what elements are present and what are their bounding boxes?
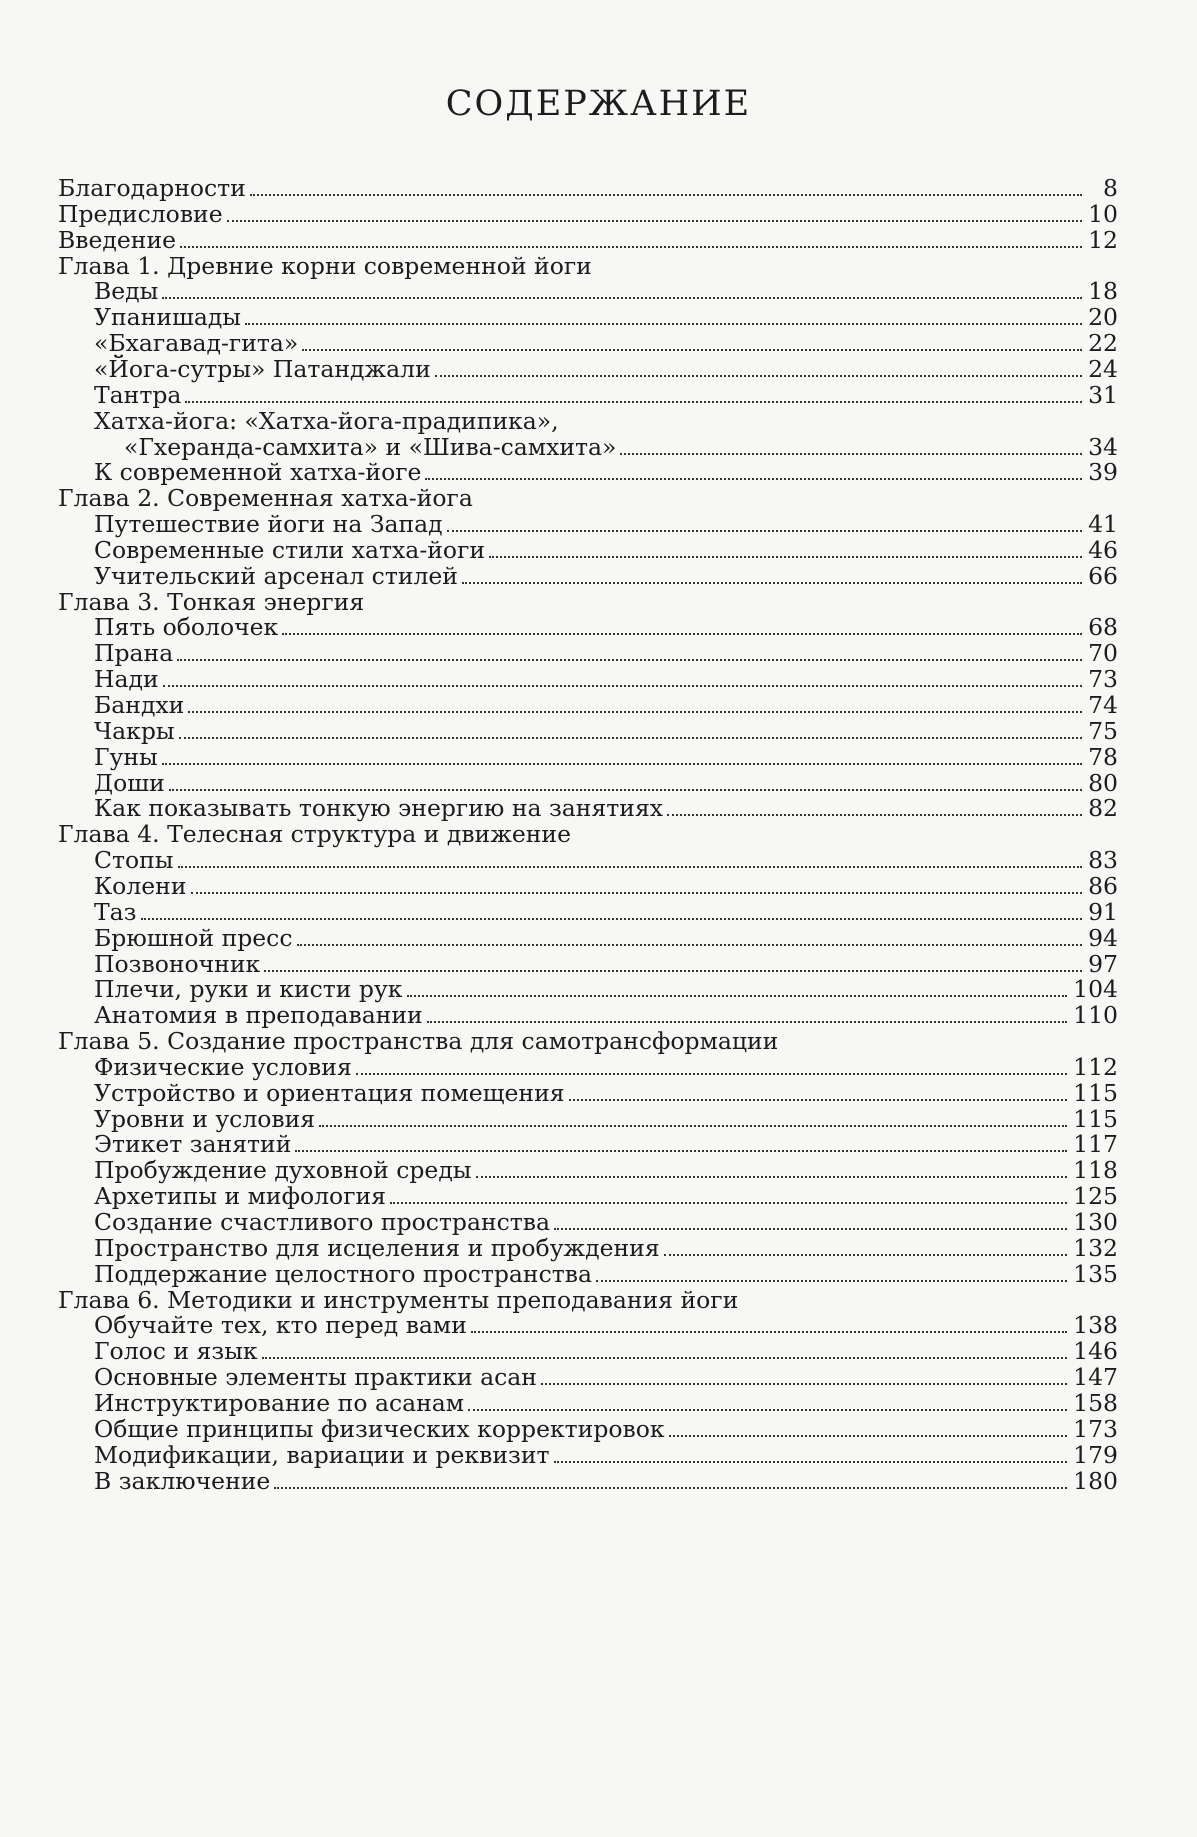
toc-entry-label: Брюшной пресс — [94, 923, 293, 952]
toc-entry-label: Глава 2. Современная хатха-йога — [58, 484, 473, 513]
toc-page-number: 147 — [1073, 1363, 1118, 1392]
toc-entry-label: Доши — [94, 768, 165, 797]
toc-page-number: 158 — [1073, 1388, 1118, 1417]
toc-page-number: 104 — [1073, 975, 1118, 1004]
toc-page-number: 91 — [1088, 897, 1118, 926]
dot-leader — [319, 1125, 1067, 1127]
toc-entry-label: Как показывать тонкую энергию на занятиях — [94, 794, 664, 823]
toc-entry-label: Пространство для исцеления и пробуждения — [94, 1233, 660, 1262]
dot-leader — [274, 1487, 1067, 1489]
toc-page-number: 18 — [1088, 277, 1118, 306]
toc-page-number: 94 — [1088, 923, 1118, 952]
dot-leader — [163, 685, 1082, 687]
toc-page-number: 20 — [1088, 303, 1118, 332]
toc-page-number: 180 — [1073, 1466, 1118, 1495]
toc-entry-label: Обучайте тех, кто перед вами — [94, 1311, 467, 1340]
dot-leader — [541, 1383, 1067, 1385]
toc-page-number: 8 — [1103, 174, 1118, 202]
toc-entry-label: Общие принципы физических корректировок — [94, 1414, 665, 1443]
dot-leader — [554, 1228, 1067, 1230]
dot-leader — [569, 1099, 1068, 1101]
toc-entry-label: Стопы — [94, 846, 174, 875]
dot-leader — [180, 246, 1082, 248]
toc-entry-label: Анатомия в преподавании — [94, 1001, 423, 1030]
toc-page-number: 34 — [1088, 432, 1118, 461]
toc-page-number: 97 — [1088, 949, 1118, 978]
toc-entry-label: Физические условия — [94, 1052, 352, 1081]
toc-entry-label: Предисловие — [58, 199, 223, 228]
toc-entry-label: Бандхи — [94, 691, 185, 719]
dot-leader — [169, 789, 1082, 791]
toc-entry-label: Пробуждение духовной среды — [94, 1156, 472, 1185]
toc-page-number: 39 — [1088, 458, 1118, 487]
dot-leader — [191, 892, 1083, 894]
toc-entry-label: Модификации, вариации и реквизит — [94, 1440, 550, 1469]
toc-entry-label: Глава 5. Создание пространства для самотрансформации — [58, 1027, 779, 1056]
toc-entry-label: В заключение — [94, 1466, 271, 1495]
dot-leader — [356, 1073, 1067, 1075]
dot-leader — [664, 1254, 1067, 1256]
toc-page-number: 75 — [1088, 716, 1118, 745]
dot-leader — [178, 866, 1083, 868]
toc-page-number: 112 — [1073, 1052, 1118, 1081]
toc-entry-label: Хатха-йога: «Хатха-йога-прадипика», — [94, 406, 559, 435]
toc-entry-label: Нади — [94, 665, 159, 694]
page-title: СОДЕРЖАНИЕ — [445, 84, 752, 124]
toc-page-number: 78 — [1088, 742, 1118, 771]
toc-entry-label: Устройство и ориентация помещения — [94, 1078, 565, 1107]
dot-leader — [489, 556, 1082, 558]
toc-entry-label: Глава 3. Тонкая энергия — [58, 587, 365, 616]
toc-entry-label: Гуны — [94, 742, 158, 771]
toc-entry-label: Инструктирование по асанам — [94, 1388, 465, 1417]
dot-leader — [390, 1202, 1067, 1204]
toc-entry-label: «Йога-сутры» Патанджали — [94, 354, 431, 383]
toc-page-number: 46 — [1088, 535, 1118, 564]
toc-page-number: 41 — [1088, 510, 1118, 539]
dot-leader — [407, 995, 1068, 997]
toc-entry-label: Плечи, руки и кисти рук — [94, 975, 403, 1004]
toc-entry-label: Введение — [58, 225, 177, 254]
toc-entry-label: Путешествие йоги на Запад — [94, 510, 443, 539]
toc-page-number: 86 — [1088, 871, 1118, 900]
toc-entry-label: Современные стили хатха-йоги — [94, 535, 486, 564]
dot-leader — [227, 220, 1082, 222]
toc-page-number: 68 — [1088, 613, 1118, 642]
toc-page-number: 179 — [1073, 1440, 1118, 1469]
dot-leader — [179, 737, 1082, 739]
dot-leader — [162, 763, 1082, 765]
toc-entry-label: Тантра — [94, 380, 182, 409]
dot-leader — [667, 814, 1082, 816]
toc-page-number: 24 — [1088, 354, 1118, 383]
toc-entry-label: Архетипы и мифология — [94, 1182, 386, 1211]
dot-leader — [185, 401, 1082, 403]
dot-leader — [620, 453, 1082, 455]
toc-page-number: 10 — [1088, 199, 1118, 228]
dot-leader — [476, 1176, 1068, 1178]
toc-entry-label: «Бхагавад-гита» — [94, 329, 299, 358]
toc-page-number: 66 — [1088, 561, 1118, 590]
toc-entry-label: Позвоночник — [94, 949, 261, 978]
toc-entry-label: Голос и язык — [94, 1337, 258, 1366]
toc-page-number: 146 — [1073, 1337, 1118, 1366]
dot-leader — [669, 1435, 1068, 1437]
toc-entry-label: Пять оболочек — [94, 613, 279, 642]
dot-leader — [264, 970, 1082, 972]
dot-leader — [425, 478, 1082, 480]
toc-entry-label: Уровни и условия — [94, 1104, 316, 1133]
toc-entry — [94, 1466, 1118, 1496]
dot-leader — [468, 1409, 1067, 1411]
toc-entry-label: Основные элементы практики асан — [94, 1363, 537, 1392]
dot-leader — [245, 323, 1082, 325]
dot-leader — [297, 944, 1083, 946]
dot-leader — [188, 711, 1082, 713]
dot-leader — [435, 375, 1082, 377]
toc-page-number: 82 — [1088, 794, 1118, 823]
dot-leader — [295, 1150, 1067, 1152]
dot-leader — [427, 1021, 1067, 1023]
toc-page-number: 130 — [1073, 1208, 1118, 1236]
toc-entry-label: Упанишады — [94, 303, 242, 332]
dot-leader — [462, 582, 1082, 584]
dot-leader — [471, 1331, 1067, 1333]
toc-page-number: 12 — [1088, 225, 1118, 254]
toc-page-number: 74 — [1088, 691, 1118, 719]
dot-leader — [554, 1461, 1068, 1463]
toc-page-number: 173 — [1073, 1414, 1118, 1443]
dot-leader — [162, 297, 1082, 299]
dot-leader — [141, 918, 1082, 920]
toc-entry-label: Чакры — [94, 716, 175, 745]
toc-page-number: 31 — [1088, 380, 1118, 409]
toc-page-number: 110 — [1073, 1001, 1118, 1030]
toc-entry-label: Глава 6. Методики и инструменты преподавания йоги — [58, 1285, 739, 1314]
toc-page-number: 115 — [1073, 1078, 1118, 1107]
toc-page-number: 135 — [1073, 1259, 1118, 1288]
toc-entry-label: Создание счастливого пространства — [94, 1208, 551, 1236]
toc-page-number: 80 — [1088, 768, 1118, 797]
toc-page-number: 138 — [1073, 1311, 1118, 1340]
toc-page-number: 118 — [1073, 1156, 1118, 1185]
dot-leader — [262, 1357, 1068, 1359]
dot-leader — [250, 194, 1082, 196]
toc-page-number: 132 — [1073, 1233, 1118, 1262]
toc-page-number: 70 — [1088, 639, 1118, 668]
dot-leader — [282, 633, 1082, 635]
toc-page-number: 125 — [1073, 1182, 1118, 1211]
dot-leader — [596, 1280, 1067, 1282]
toc-entry-label: К современной хатха-йоге — [94, 458, 422, 487]
toc-page-number: 115 — [1073, 1104, 1118, 1133]
dot-leader — [177, 659, 1082, 661]
dot-leader — [302, 349, 1082, 351]
toc-entry-label: Учительский арсенал стилей — [94, 561, 458, 590]
toc-entry-label: Поддержание целостного пространства — [94, 1259, 592, 1288]
toc-entry-label: Прана — [94, 639, 174, 668]
toc-page-number: 22 — [1088, 329, 1118, 358]
toc-entry-label: Веды — [94, 277, 159, 306]
toc-entry-label: «Гхеранда-самхита» и «Шива-самхита» — [124, 432, 617, 461]
toc-page-number: 73 — [1088, 665, 1118, 694]
toc-entry-label: Глава 4. Телесная структура и движение — [58, 820, 571, 849]
toc-entry-label: Этикет занятий — [94, 1130, 292, 1159]
toc-page-number: 117 — [1073, 1130, 1118, 1159]
toc-entry-label: Таз — [94, 897, 137, 926]
toc-page-number: 83 — [1088, 846, 1118, 875]
toc-entry-label: Колени — [94, 871, 187, 900]
toc-entry-label: Глава 1. Древние корни современной йоги — [58, 251, 592, 280]
toc-entry-label: Благодарности — [58, 174, 246, 202]
dot-leader — [447, 530, 1082, 532]
